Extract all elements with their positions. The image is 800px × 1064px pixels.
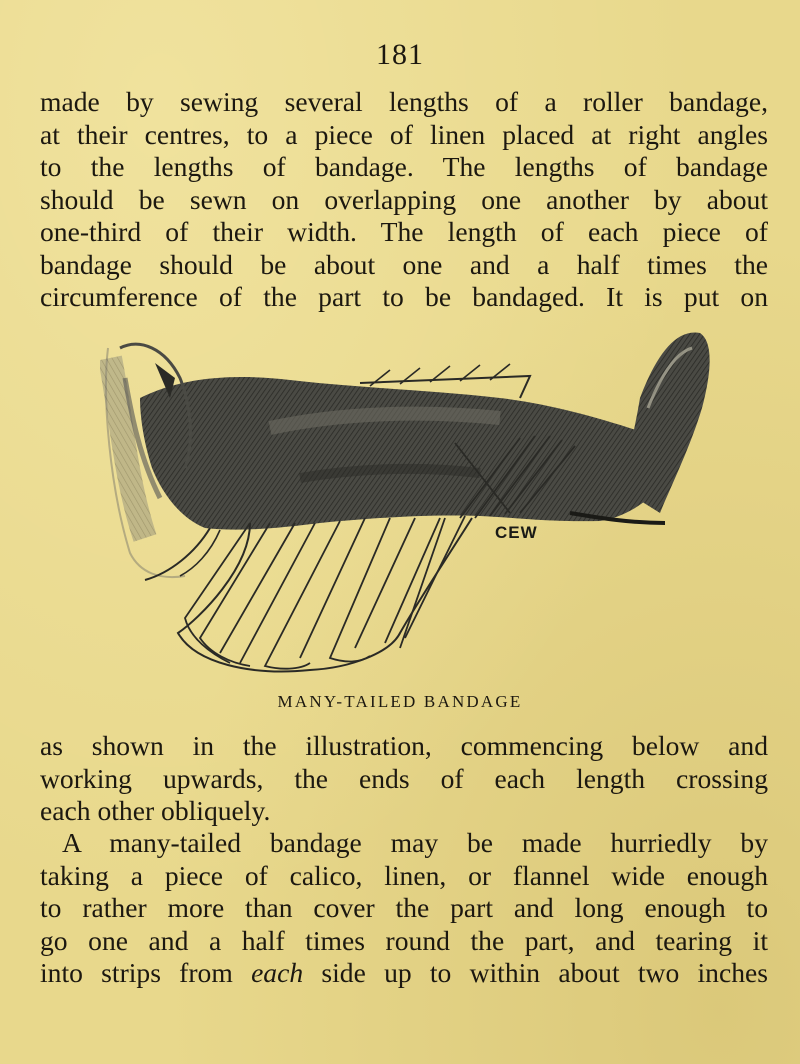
paragraph-top [40,86,768,314]
text-line: one-third of their width. The length of each piece of [40,216,768,247]
text-line: taking a piece of calico, linen, or flannel wide enough [40,859,768,891]
text-line: each other obliquely. [40,795,271,826]
text-line: to rather more than cover the part and long enough to [40,892,768,923]
text-line: go one and a half times round the part, and tearing it [40,924,768,956]
paragraph-second [40,827,768,990]
emphasized-word: each [251,957,304,988]
text-line-with-emphasis [40,957,768,990]
text-line: working upwards, the ends of each length crossing [40,762,768,794]
text-line: at their centres, to a piece of linen placed at right angles [40,118,768,150]
text-line: as shown in the illustration, commencing below and [40,730,768,761]
many-tailed-bandage-illustration [100,318,720,683]
text-segment: side up to within about two inches [303,957,768,988]
text-segment: into strips from [40,957,252,988]
figure-monogram: CEW [495,523,538,542]
text-line: A many-tailed bandage may be made hurriedly by [62,827,768,858]
text-line: should be sewn on overlapping one another by about [40,183,768,215]
text-line: made by sewing several lengths of a roller bandage, [40,86,768,117]
figure-caption: MANY-TAILED BANDAGE [277,692,523,711]
paragraph-continuation [40,730,768,828]
text-line: circumference of the part to be bandaged. It is put on [40,281,768,312]
text-line: bandage should be about one and a half times the [40,248,768,280]
page-number: 181 [376,38,424,71]
text-line: to the lengths of bandage. The lengths of bandage [40,151,768,182]
